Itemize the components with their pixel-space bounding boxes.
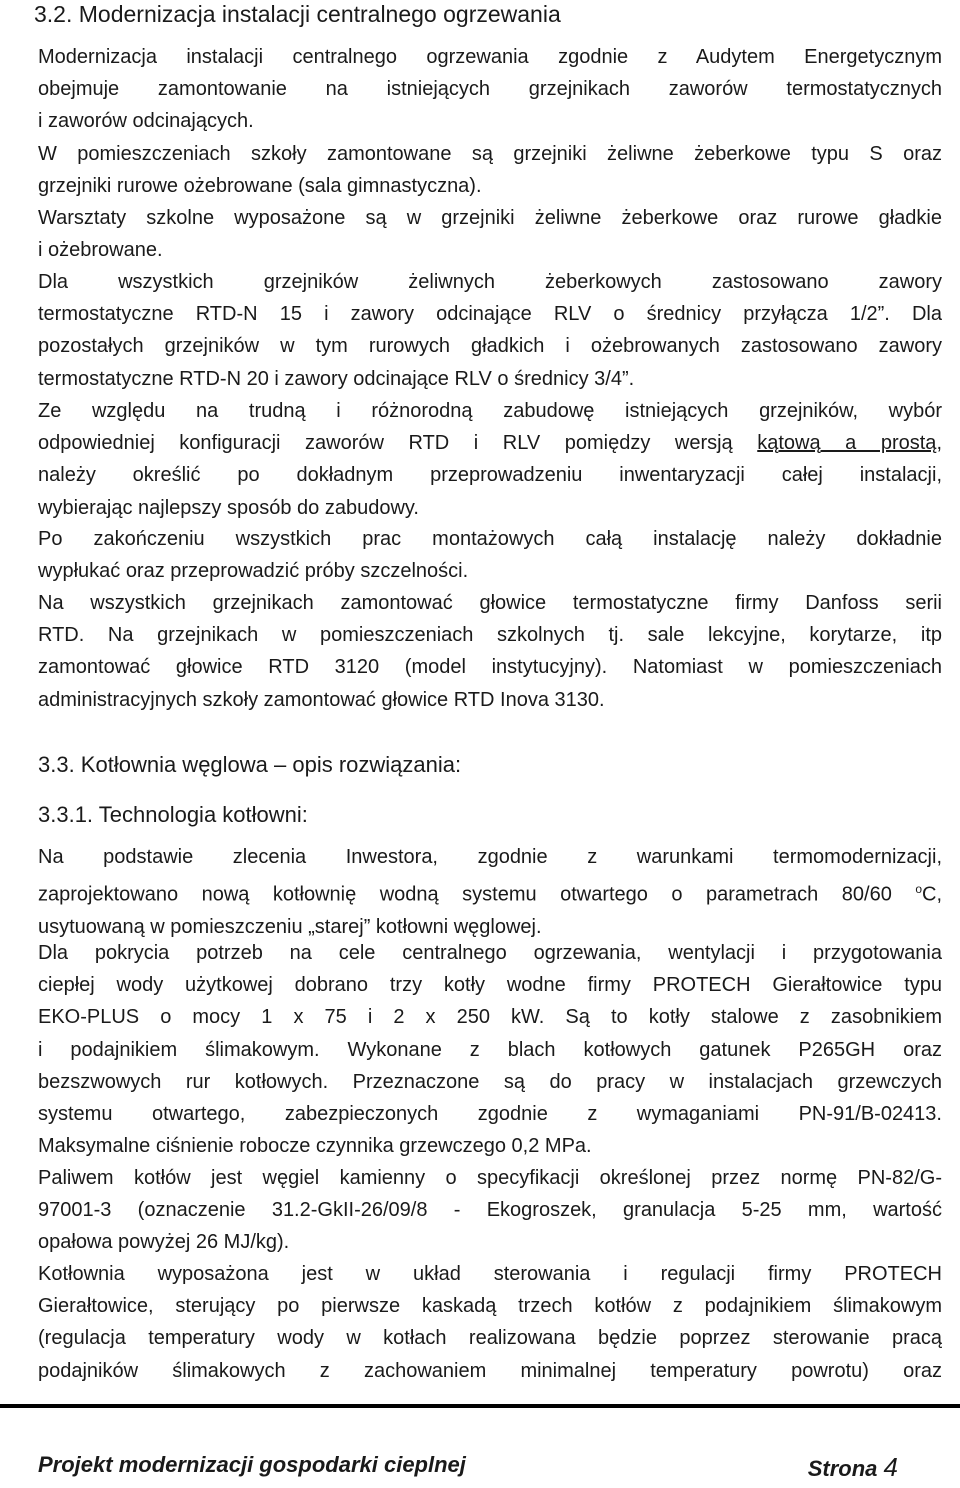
paragraph-configuration — [38, 395, 942, 524]
text-line: RTD. Na grzejnikach w pomieszczeniach szkolnych tj. sale lekcyjne, korytarze, itp — [38, 624, 942, 647]
paragraph-school-radiators — [38, 138, 942, 202]
paragraph-control-system — [38, 1258, 942, 1387]
text-line: grzejniki rurowe ożebrowane (sala gimnastyczna). — [38, 175, 482, 198]
paragraph-boilers — [38, 937, 942, 1162]
text-line: Dla pokrycia potrzeb na cele centralnego ogrzewania, wentylacji i przygotowania — [38, 942, 942, 964]
section-heading: 3.2. Modernizacja instalacji centralnego ogrzewania — [34, 1, 561, 27]
text-line: Gierałtowice, sterujący po pierwsze kaskadą trzech kotłów z podajnikiem ślimakowym — [38, 1295, 942, 1318]
text-line: bezszwowych rur kotłowych. Przeznaczone są do pracy w instalacjach grzewczych — [38, 1070, 942, 1093]
text-line: administracyjnych szkoły zamontować głowice RTD Inova 3130. — [38, 688, 605, 711]
paragraph-flushing — [38, 523, 942, 587]
text-segment: zaprojektowano nową kotłownię wodną systemu otwartego o parametrach 80/60 — [38, 883, 916, 906]
text-line: i zaworów odcinających. — [38, 110, 254, 133]
text-line: Kotłownia wyposażona jest w układ sterowania i regulacji firmy PROTECH — [38, 1263, 942, 1285]
text-segment: , — [936, 432, 942, 455]
superscript: o — [915, 882, 922, 897]
text-line: Ze względu na trudną i różnorodną zabudowę istniejących grzejników, wybór — [38, 400, 942, 422]
paragraph-thermostatic-heads — [38, 587, 942, 716]
text-line: W pomieszczeniach szkoły zamontowane są grzejniki żeliwne żeberkowe typu S oraz — [38, 143, 942, 165]
text-line: Maksymalne ciśnienie robocze czynnika grzewczego 0,2 MPa. — [38, 1135, 592, 1158]
paragraph-boiler-room — [38, 841, 942, 943]
page-footer — [38, 1452, 898, 1488]
subsection-heading: 3.3. Kotłownia węglowa – opis rozwiązania: — [38, 752, 462, 777]
text-line: 97001-3 (oznaczenie 31.2-GkII-26/09/8 - Ekogroszek, granulacja 5-25 mm, wartość — [38, 1199, 942, 1222]
page-label: Strona — [807, 1456, 878, 1481]
text-line: termostatyczne RTD-N 20 i zawory odcinające RLV o średnicy 3/4”. — [38, 367, 635, 390]
paragraph-valves — [38, 266, 942, 395]
text-line — [38, 427, 942, 459]
footer-divider — [0, 1404, 960, 1408]
text-line: termostatyczne RTD-N 15 i zawory odcinające RLV o średnicy przyłącza 1/2”. Dla — [38, 303, 942, 326]
text-line: Modernizacja instalacji centralnego ogrzewania zgodnie z Audytem Energetycznym — [38, 46, 942, 68]
text-line: systemu otwartego, zabezpieczonych zgodnie z wymaganiami PN-91/B-02413. — [38, 1103, 942, 1126]
text-segment: C, — [922, 883, 942, 906]
text-segment: odpowiedniej konfiguracji zaworów RTD i RLV pomiędzy wersją — [38, 432, 758, 455]
text-line: pozostałych grzejników w tym rurowych gładkich i ożebrowanych zastosowano zawory — [38, 335, 942, 358]
page-number-value: 4 — [883, 1452, 898, 1482]
text-line: Na wszystkich grzejnikach zamontować głowice termostatyczne firmy Danfoss serii — [38, 592, 942, 614]
text-line: ciepłej wody użytkowej dobrano trzy kotły wodne firmy PROTECH Gierałtowice typu — [38, 974, 942, 997]
text-line: i podajnikiem ślimakowym. Wykonane z blach kotłowych gatunek P265GH oraz — [38, 1038, 942, 1061]
text-line: wybierając najlepszy sposób do zabudowy. — [38, 496, 419, 519]
text-line — [38, 873, 942, 911]
text-line: Na podstawie zlecenia Inwestora, zgodnie z warunkami termomodernizacji, — [38, 846, 942, 868]
page-number — [808, 1452, 898, 1483]
underlined-text: kątową a prostą — [757, 432, 937, 455]
subsubsection-heading: 3.3.1. Technologia kotłowni: — [38, 802, 308, 827]
text-line: Warsztaty szkolne wyposażone są w grzejniki żeliwne żeberkowe oraz rurowe gładkie — [38, 207, 942, 229]
text-line: zamontować głowice RTD 3120 (model instytucyjny). Natomiast w pomieszczeniach — [38, 656, 942, 679]
text-line: usytuowaną w pomieszczeniu „starej” kotłowni węglowej. — [38, 916, 542, 939]
paragraph-fuel — [38, 1162, 942, 1259]
text-line: wypłukać oraz przeprowadzić próby szczelności. — [38, 560, 469, 583]
text-line: Paliwem kotłów jest węgiel kamienny o specyfikacji określonej przez normę PN-82/G- — [38, 1167, 942, 1189]
text-line: Dla wszystkich grzejników żeliwnych żeberkowych zastosowano zawory — [38, 271, 942, 293]
paragraph-intro — [38, 41, 942, 138]
text-line: należy określić po dokładnym przeprowadzeniu inwentaryzacji całej instalacji, — [38, 464, 942, 487]
text-line: (regulacja temperatury wody w kotłach realizowana będzie poprzez sterowanie pracą — [38, 1327, 942, 1350]
text-line: obejmuje zamontowanie na istniejących grzejnikach zaworów termostatycznych — [38, 78, 942, 101]
text-line: podajników ślimakowych z zachowaniem minimalnej temperatury powrotu) oraz — [38, 1359, 942, 1382]
text-line: EKO-PLUS o mocy 1 x 75 i 2 x 250 kW. Są to kotły stalowe z zasobnikiem — [38, 1006, 942, 1029]
footer-title: Projekt modernizacji gospodarki cieplnej — [38, 1452, 466, 1477]
paragraph-workshops — [38, 202, 942, 266]
text-line: Po zakończeniu wszystkich prac montażowych całą instalację należy dokładnie — [38, 528, 942, 550]
text-line: i ożebrowane. — [38, 239, 163, 262]
text-line: opałowa powyżej 26 MJ/kg). — [38, 1231, 290, 1254]
